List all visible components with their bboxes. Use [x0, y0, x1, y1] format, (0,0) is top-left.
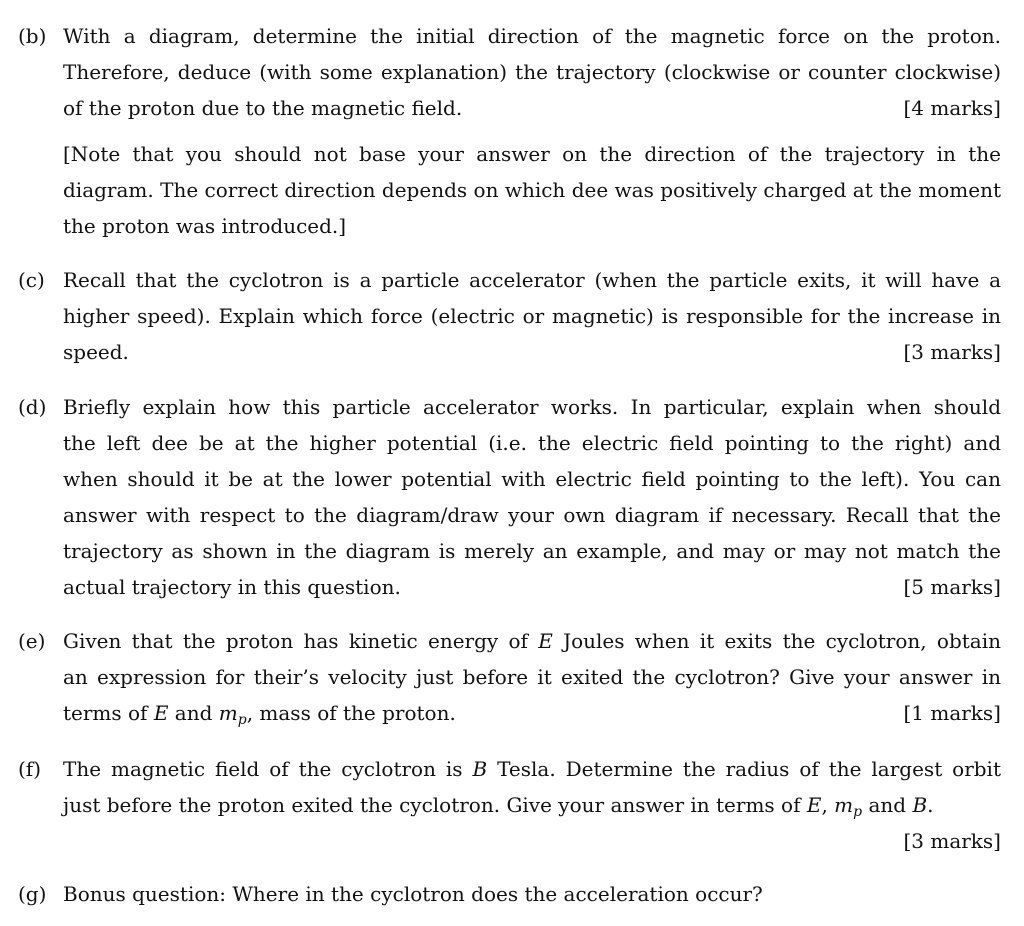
question-b-line-3-text: of the proton due to the magnetic field. [63, 96, 463, 120]
math-B: B [472, 757, 488, 781]
question-e-body [63, 623, 1001, 731]
question-f-line-2-a: just before the proton exited the cyclotron. Give your answer in terms of [63, 793, 807, 817]
question-e-line-1 [63, 623, 1001, 659]
question-e-line-1-a: Given that the proton has kinetic energy of [63, 629, 539, 653]
math-subscript-p: p [237, 712, 247, 728]
question-d-line-4: answer with respect to the diagram/draw your own diagram if necessary. Recall that the [63, 503, 1001, 527]
question-b-line-1: With a diagram, determine the initial direction of the magnetic force on the proton. [63, 24, 1001, 48]
question-b-note-line-1: [Note that you should not base your answer on the direction of the trajectory in the [63, 142, 1001, 166]
math-subscript-p: p [853, 804, 863, 820]
question-g-line-1: Bonus question: Where in the cyclotron does the acceleration occur? [63, 882, 763, 906]
question-e-line-3-b: and [168, 701, 219, 725]
question-d-label: (d) [18, 395, 47, 419]
question-b-note-line-3: the proton was introduced.] [63, 214, 347, 238]
question-d-line-6-text: actual trajectory in this question. [63, 575, 401, 599]
question-b-line-2: Therefore, deduce (with some explanation) the trajectory (clockwise or counter clockwise) [63, 60, 1001, 84]
math-E: E [153, 701, 169, 725]
question-f-marks: [3 marks] [903, 829, 1001, 853]
question-f-line-2-d: . [927, 793, 934, 817]
question-d-line-1: Briefly explain how this particle accelerator works. In particular, explain when should [63, 395, 1001, 419]
question-f-label: (f) [18, 757, 42, 781]
question-d-line-3: when should it be at the lower potential with electric field pointing to the left). You can [63, 467, 1001, 491]
question-e-line-3-c: , mass of the proton. [246, 701, 456, 725]
question-d-marks: [5 marks] [903, 575, 1001, 599]
question-b-line-3 [63, 90, 1001, 126]
question-e-label: (e) [18, 629, 46, 653]
question-d-line-5: trajectory as shown in the diagram is merely an example, and may or may not match the [63, 539, 1001, 563]
question-e-line-1-b: Joules when it exits the cyclotron, obtain [552, 629, 1001, 653]
question-e-line-3-text [63, 695, 456, 731]
question-b-body [63, 18, 1001, 244]
question-f-line-2-b: , [821, 793, 835, 817]
question-d-line-2: the left dee be at the higher potential (i.e. the electric field pointing to the right) and [63, 431, 1001, 455]
question-c-line-3 [63, 334, 1001, 370]
question-b-marks: [4 marks] [903, 96, 1001, 120]
math-m: m [218, 701, 238, 725]
question-c-marks: [3 marks] [903, 340, 1001, 364]
question-c-body [63, 262, 1001, 370]
question-f-line-1 [63, 751, 1001, 787]
question-e-marks: [1 marks] [903, 701, 1001, 725]
question-g-body [63, 876, 1001, 912]
question-c-line-1: Recall that the cyclotron is a particle accelerator (when the particle exits, it will have a [63, 268, 1001, 292]
question-b-label: (b) [18, 24, 47, 48]
question-d-line-6 [63, 569, 1001, 605]
question-f-body [63, 751, 1001, 859]
math-E: E [806, 793, 822, 817]
math-m: m [834, 793, 854, 817]
question-f-line-1-a: The magnetic field of the cyclotron is [63, 757, 473, 781]
question-c-line-3-text: speed. [63, 340, 129, 364]
question-d-body [63, 389, 1001, 605]
math-B: B [912, 793, 928, 817]
question-c-label: (c) [18, 268, 45, 292]
question-f-line-3 [63, 823, 1001, 859]
question-e-line-3 [63, 695, 1001, 731]
question-f-line-2-c: and [862, 793, 913, 817]
question-g-label: (g) [18, 882, 47, 906]
question-c-line-2: higher speed). Explain which force (electric or magnetic) is responsible for the increase in [63, 304, 1001, 328]
question-b-note-line-2: diagram. The correct direction depends on which dee was positively charged at the moment [63, 178, 1001, 202]
question-e-line-3-a: terms of [63, 701, 154, 725]
question-f-line-2 [63, 787, 1001, 823]
question-f-line-1-b: Tesla. Determine the radius of the largest orbit [487, 757, 1001, 781]
question-e-line-2: an expression for their’s velocity just before it exited the cyclotron? Give your answer in [63, 665, 1001, 689]
math-E: E [538, 629, 553, 653]
question-b-note [63, 136, 1001, 244]
